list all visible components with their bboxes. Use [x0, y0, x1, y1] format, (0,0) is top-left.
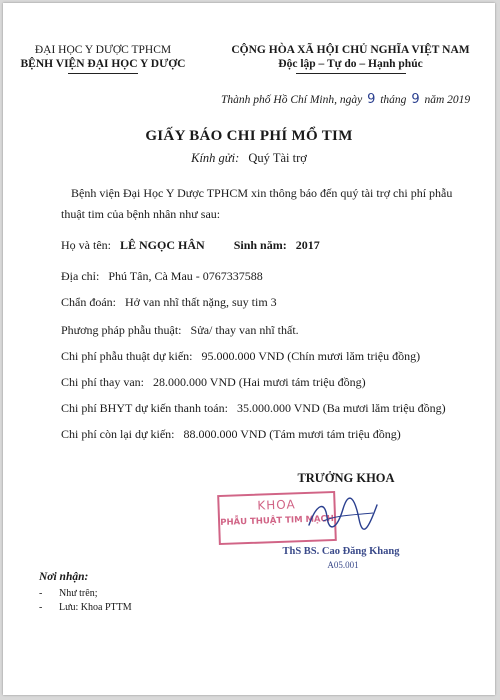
- intro-paragraph: Bệnh viện Đại Học Y Dược TPHCM xin thông báo đến quý tài trợ chi phí phẫu thuật tim của bệnh nhân như sau:: [61, 186, 453, 221]
- cost-value: 28.000.000 VND (Hai mươi tám triệu đồng): [153, 375, 366, 389]
- university-name: ĐẠI HỌC Y DƯỢC TPHCM: [34, 44, 172, 56]
- recipient-item: - Lưu: Khoa PTTM: [39, 602, 132, 613]
- date-day: 9: [367, 92, 376, 107]
- cost-value: 35.000.000 VND (Ba mươi lăm triệu đồng): [236, 401, 446, 415]
- birth-year: 2017: [295, 238, 320, 252]
- issuer-header: [3, 43, 203, 74]
- cost-line-insurance: [61, 401, 446, 416]
- signatory-name: ThS BS. Cao Đăng Khang: [282, 546, 400, 557]
- surgery-method-value: Sửa/ thay van nhĩ thất.: [190, 323, 299, 337]
- patient-name-label: Họ và tên:: [61, 238, 111, 252]
- header-right-rule: [296, 73, 406, 74]
- country-name: CỘNG HÒA XÃ HỘI CHỦ NGHĨA VIỆT NAM: [231, 44, 470, 56]
- address-value: Phú Tân, Cà Mau - 0767337588: [108, 269, 263, 283]
- patient-name-line: [61, 238, 320, 253]
- date-year: năm 2019: [424, 94, 471, 106]
- recipient-value: Quý Tài trợ: [248, 151, 307, 165]
- diagnosis-line: [61, 295, 277, 310]
- recipients-title: Nơi nhận:: [39, 571, 89, 583]
- surgery-method-label: Phương pháp phẫu thuật:: [61, 323, 182, 337]
- patient-name: LÊ NGỌC HÂN: [120, 238, 205, 252]
- signatory-code: A05.001: [327, 560, 359, 570]
- date-month-label: tháng: [380, 94, 407, 106]
- cost-value: 88.000.000 VND (Tám mươi tám triệu đồng): [183, 427, 401, 441]
- national-header: [208, 43, 493, 74]
- recipient-label: Kính gửi:: [191, 151, 240, 165]
- stamp-line1: KHOA: [257, 497, 296, 513]
- cost-label: Chi phí phẫu thuật dự kiến:: [61, 349, 193, 363]
- hospital-name: BỆNH VIỆN ĐẠI HỌC Y DƯỢC: [20, 58, 186, 70]
- cost-label: Chi phí còn lại dự kiến:: [61, 427, 175, 441]
- address-label: Địa chỉ:: [61, 269, 100, 283]
- cost-value: 95.000.000 VND (Chín mươi lăm triệu đồng): [201, 349, 421, 363]
- birth-year-label: Sinh năm:: [233, 238, 287, 252]
- recipient-item: - Như trên;: [39, 588, 98, 599]
- national-motto: Độc lập – Tự do – Hạnh phúc: [278, 58, 423, 70]
- address-line: [61, 269, 263, 284]
- stamp-line2: PHẪU THUẬT TIM MẠCH: [220, 514, 335, 528]
- date-prefix: Thành phố Hồ Chí Minh, ngày: [221, 94, 363, 106]
- handwritten-signature: [303, 495, 383, 535]
- cost-label: Chi phí thay van:: [61, 375, 144, 389]
- cost-line-surgery: [61, 349, 420, 364]
- document-title: GIẤY BÁO CHI PHÍ MỔ TIM: [145, 128, 353, 144]
- cost-line-remaining: [61, 427, 401, 442]
- diagnosis-value: Hở van nhĩ thất nặng, suy tim 3: [125, 295, 277, 309]
- diagnosis-label: Chẩn đoán:: [61, 295, 116, 309]
- document-page: [3, 3, 495, 695]
- date-line: [221, 92, 491, 107]
- cost-label: Chi phí BHYT dự kiến thanh toán:: [61, 401, 228, 415]
- signatory-title: TRƯỞNG KHOA: [297, 471, 395, 485]
- recipient-line: [3, 151, 495, 166]
- date-month: 9: [411, 92, 420, 107]
- header-left-rule: [68, 73, 138, 74]
- surgery-method-line: [61, 323, 299, 338]
- cost-line-valve: [61, 375, 366, 390]
